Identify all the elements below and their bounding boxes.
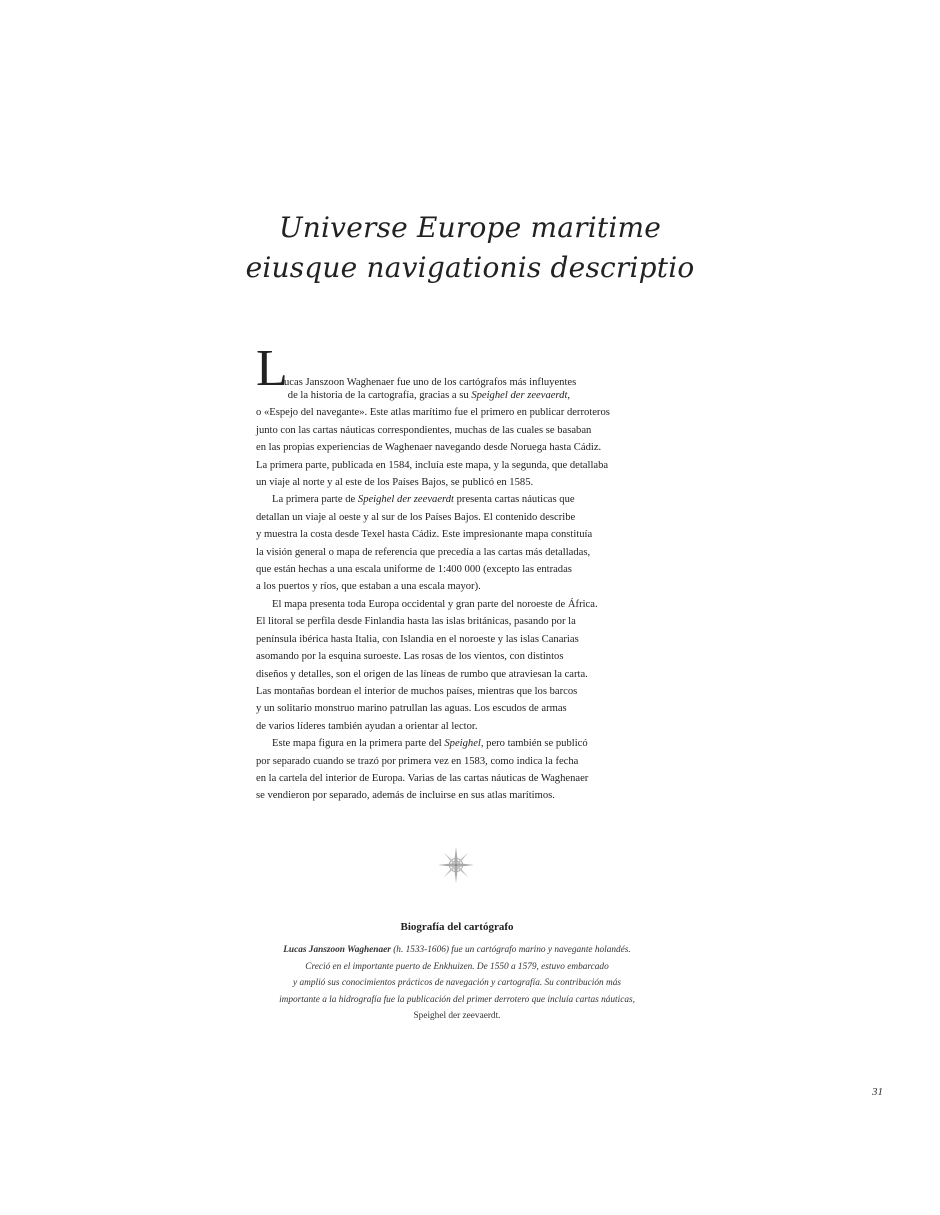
paragraph-3-line: El mapa presenta toda Europa occidental y gran parte del noroeste de África.	[272, 598, 598, 610]
paragraph-3-line: El litoral se perfila desde Finlandia hasta las islas británicas, pasando por la	[256, 616, 576, 628]
bio-line: y amplió sus conocimientos prácticos de navegación y cartografía. Su contribución más	[293, 978, 621, 989]
paragraph-1-line: o «Espejo del navegante». Este atlas marítimo fue el primero en publicar derroteros	[256, 407, 610, 419]
page-number: 31	[872, 1086, 883, 1098]
paragraph-3-line: Las montañas bordean el interior de muchos países, mientras que los barcos	[256, 685, 578, 697]
paragraph-2-line: detallan un viaje al oeste y al sur de los Países Bajos. El contenido describe	[256, 511, 576, 523]
drop-cap: L	[256, 340, 288, 397]
paragraph-2-line: que están hechas a una escala uniforme de 1:400 000 (excepto las entradas	[256, 564, 572, 576]
paragraph-2-line: La primera parte de Speighel der zeevaerdt presenta cartas náuticas que	[272, 494, 575, 506]
paragraph-1-line: La primera parte, publicada en 1584, incluía este mapa, y la segunda, que detallaba	[256, 459, 609, 471]
bio-line: Creció en el importante puerto de Enkhuizen. De 1550 a 1579, estuvo embarcado	[305, 961, 609, 972]
bio-heading: Biografía del cartógrafo	[400, 921, 514, 933]
bio-name: Lucas Janszoon Waghenaer	[283, 945, 391, 955]
paragraph-3-line: diseños y detalles, son el origen de las líneas de rumbo que atraviesan la carta.	[256, 668, 588, 680]
bio-line: Lucas Janszoon Waghenaer (h. 1533-1606) fue un cartógrafo marino y navegante holandés.	[283, 945, 631, 955]
paragraph-1-line: junto con las cartas náuticas correspondientes, muchas de las cuales se basaban	[256, 424, 592, 436]
paragraph-4-line: Este mapa figura en la primera parte del Speighel, pero también se publicó	[272, 738, 588, 750]
bio-line: importante a la hidrografía fue la publicación del primer derrotero que incluía cartas náuticas,	[279, 994, 635, 1005]
paragraph-1-line: en las propias experiencias de Waghenaer navegando desde Noruega hasta Cádiz.	[256, 442, 602, 454]
paragraph-1-line: un viaje al norte y al este de los Países Bajos, se publicó en 1585.	[256, 477, 534, 489]
paragraph-2-line: a los puertos y ríos, que estaban a una escala mayor).	[256, 581, 481, 593]
paragraph-3-line: de varios líderes también ayudan a orientar al lector.	[256, 720, 478, 732]
title-line-2: eiusque navigationis descriptio	[245, 251, 695, 284]
title-line-1: Universe Europe maritime	[278, 211, 662, 244]
paragraph-3-line: asomando por la esquina suroeste. Las rosas de los vientos, con distintos	[256, 651, 564, 663]
page-title	[0, 208, 940, 288]
paragraph-4-line: se vendieron por separado, además de incluirse en sus atlas marítimos.	[256, 790, 555, 802]
bio-text	[0, 942, 914, 1025]
first-line-text: ucas Janszoon Waghenaer fue uno de los cartógrafos más influyentes	[284, 377, 577, 388]
paragraph-2-line: la visión general o mapa de referencia que precedía a las cartas más detalladas,	[256, 546, 591, 558]
paragraph-1-line: de la historia de la cartografía, gracias a su Speighel der zeevaerdt,	[287, 390, 571, 401]
compass-rose-icon	[437, 846, 475, 884]
paragraph-4-line: por separado cuando se trazó por primera vez en 1583, como indica la fecha	[256, 755, 579, 767]
body-text	[256, 342, 676, 805]
paragraph-3-line: y un solitario monstruo marino patrullan las aguas. Los escudos de armas	[256, 703, 567, 715]
bio-line: Speighel der zeevaerdt.	[413, 1011, 501, 1022]
paragraph-2-line: y muestra la costa desde Texel hasta Cádiz. Este impresionante mapa constituía	[256, 529, 593, 541]
paragraph-3-line: península ibérica hasta Italia, con Islandia en el noroeste y las islas Canarias	[256, 633, 579, 645]
paragraph-4-line: en la cartela del interior de Europa. Varias de las cartas náuticas de Waghenaer	[256, 772, 589, 784]
